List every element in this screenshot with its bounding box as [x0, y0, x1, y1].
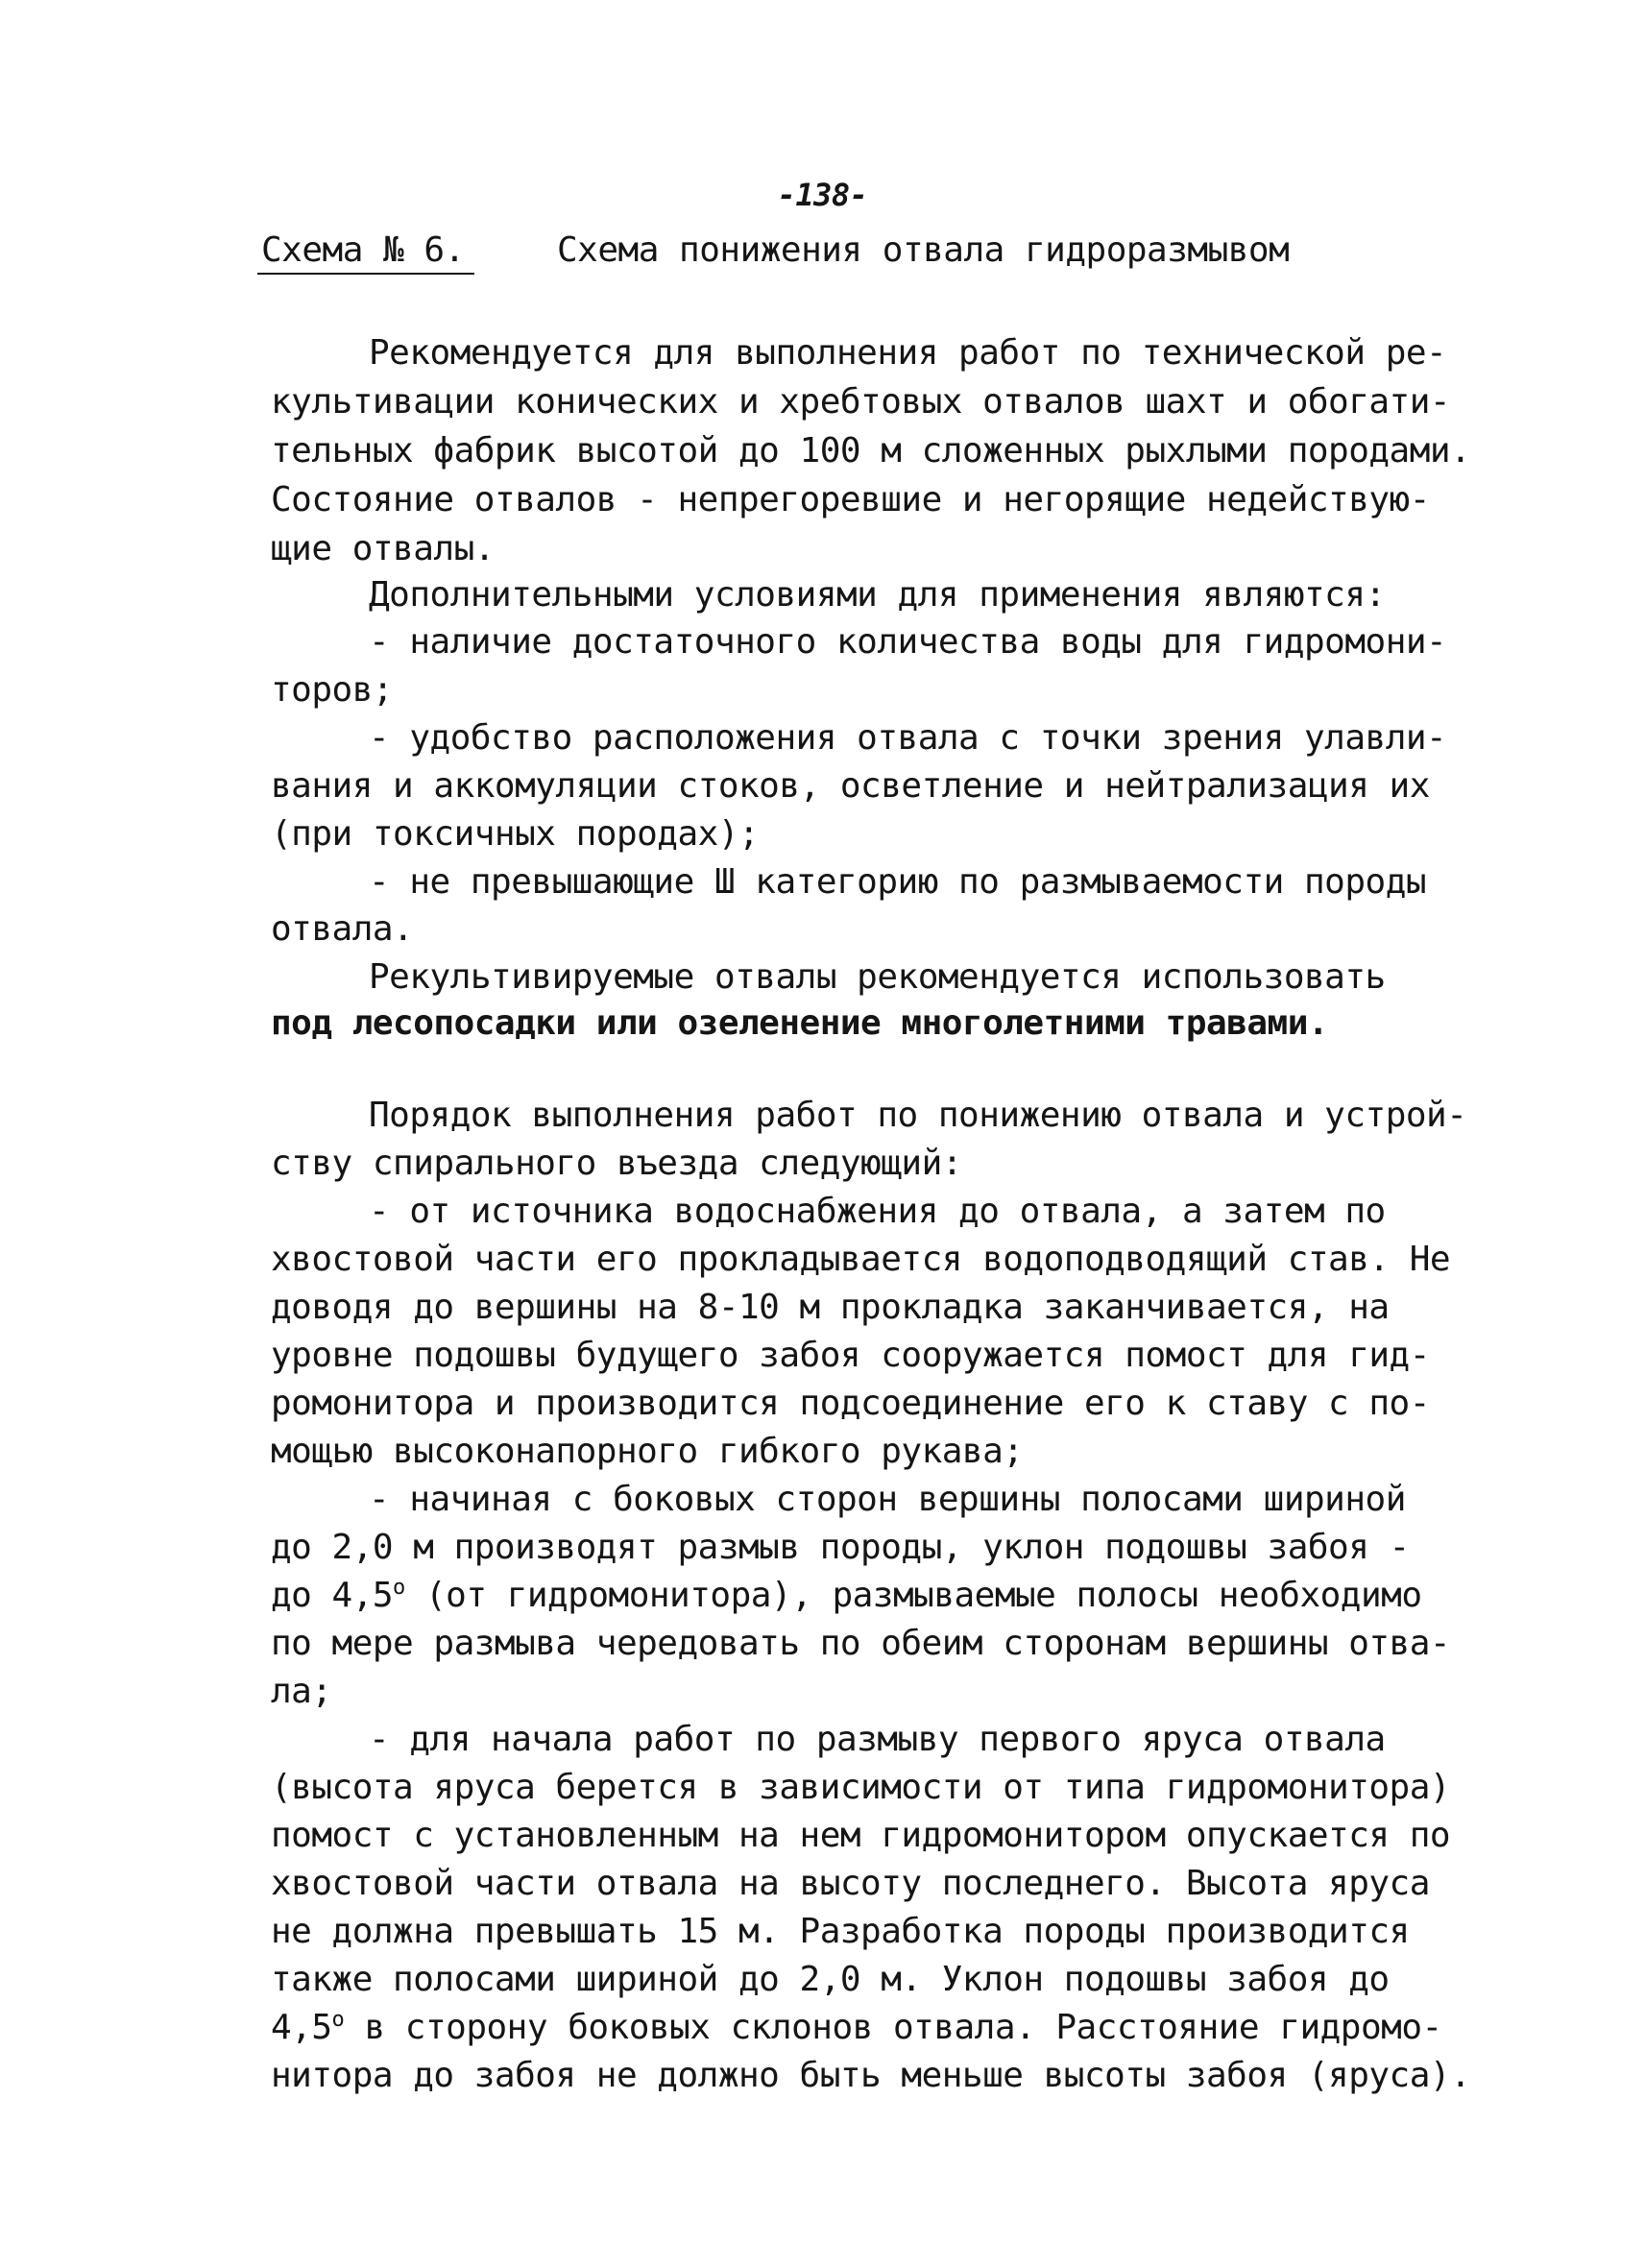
- text-line: до 2,0 м производят размыв породы, уклон подошвы забоя -: [271, 1528, 1410, 1567]
- text-line: хвостовой части отвала на высоту последнего. Высота яруса: [271, 1864, 1430, 1903]
- degree-superscript: o: [331, 2008, 345, 2032]
- scheme-title: Схема понижения отвала гидроразмывом: [557, 230, 1290, 270]
- text-line: Порядок выполнения работ по понижению отвала и устрой-: [369, 1096, 1467, 1135]
- text-line: Состояние отвалов - непрегоревшие и негорящие недействую-: [271, 480, 1430, 519]
- text-run: до 4,5: [271, 1576, 394, 1615]
- text-line: нитора до забоя не должно быть меньше высоты забоя (яруса).: [271, 2056, 1471, 2095]
- text-line: ромонитора и производится подсоединение его к ставу с по-: [271, 1384, 1430, 1423]
- degree-superscript: o: [393, 1576, 405, 1600]
- text-line: [271, 2007, 1442, 2049]
- text-line: хвостовой части его прокладывается водоподводящий став. Не: [271, 1240, 1451, 1279]
- text-line: не должна превышать 15 м. Разработка породы производится: [271, 1912, 1410, 1951]
- text-line: - для начала работ по размыву первого яруса отвала: [369, 1720, 1386, 1759]
- text-line: ству спирального въезда следующий:: [271, 1144, 962, 1183]
- text-line: мощью высоконапорного гибкого рукава;: [271, 1432, 1024, 1471]
- text-line: по мере размыва чередовать по обеим сторонам вершины отва-: [271, 1624, 1451, 1663]
- text-run: в сторону боковых склонов отвала. Расстояние гидромо-: [344, 2008, 1442, 2047]
- text-line: (при токсичных породах);: [271, 814, 760, 854]
- text-line: ла;: [271, 1672, 332, 1711]
- text-line: - удобство расположения отвала с точки зрения улавли-: [369, 718, 1447, 758]
- text-line: - наличие достаточного количества воды для гидромони-: [369, 622, 1447, 662]
- text-line: тельных фабрик высотой до 100 м сложенных рыхлыми породами.: [271, 431, 1471, 470]
- scheme-label: Схема № 6.: [261, 230, 465, 270]
- text-line: Рекомендуется для выполнения работ по технической ре-: [369, 333, 1447, 373]
- text-line: - начиная с боковых сторон вершины полосами шириной: [369, 1480, 1406, 1519]
- text-line: вания и аккомуляции стоков, осветление и нейтрализация их: [271, 766, 1430, 806]
- text-line: также полосами шириной до 2,0 м. Уклон подошвы забоя до: [271, 1960, 1390, 1999]
- text-line: отвала.: [271, 909, 414, 949]
- text-line: - не превышающие Ш категорию по размываемости породы: [369, 862, 1427, 902]
- text-line: торов;: [271, 670, 394, 710]
- text-line: помост с установленным на нем гидромонитором опускается по: [271, 1816, 1451, 1855]
- text-run: (от гидромонитора), размываемые полосы необходимо: [404, 1576, 1422, 1615]
- text-line: уровне подошвы будущего забоя сооружается помост для гид-: [271, 1336, 1430, 1375]
- scheme-heading: [261, 230, 1471, 278]
- text-line: под лесопосадки или озеленение многолетними травами.: [271, 1003, 1329, 1043]
- text-line: - от источника водоснабжения до отвала, а затем по: [369, 1192, 1386, 1231]
- text-line: культивации конических и хребтовых отвалов шахт и обогати-: [271, 382, 1451, 422]
- scheme-label-underline: [257, 273, 474, 275]
- text-line: (высота яруса берется в зависимости от типа гидромонитора): [271, 1768, 1451, 1807]
- text-run: 4,5: [271, 2008, 332, 2047]
- text-line: [271, 1575, 1422, 1617]
- text-line: щие отвалы.: [271, 529, 495, 568]
- text-line: Дополнительными условиями для применения являются:: [369, 575, 1386, 615]
- page-number: -138-: [777, 177, 868, 213]
- text-line: Рекультивируемые отвалы рекомендуется использовать: [369, 957, 1386, 997]
- text-line: доводя до вершины на 8-10 м прокладка заканчивается, на: [271, 1288, 1390, 1327]
